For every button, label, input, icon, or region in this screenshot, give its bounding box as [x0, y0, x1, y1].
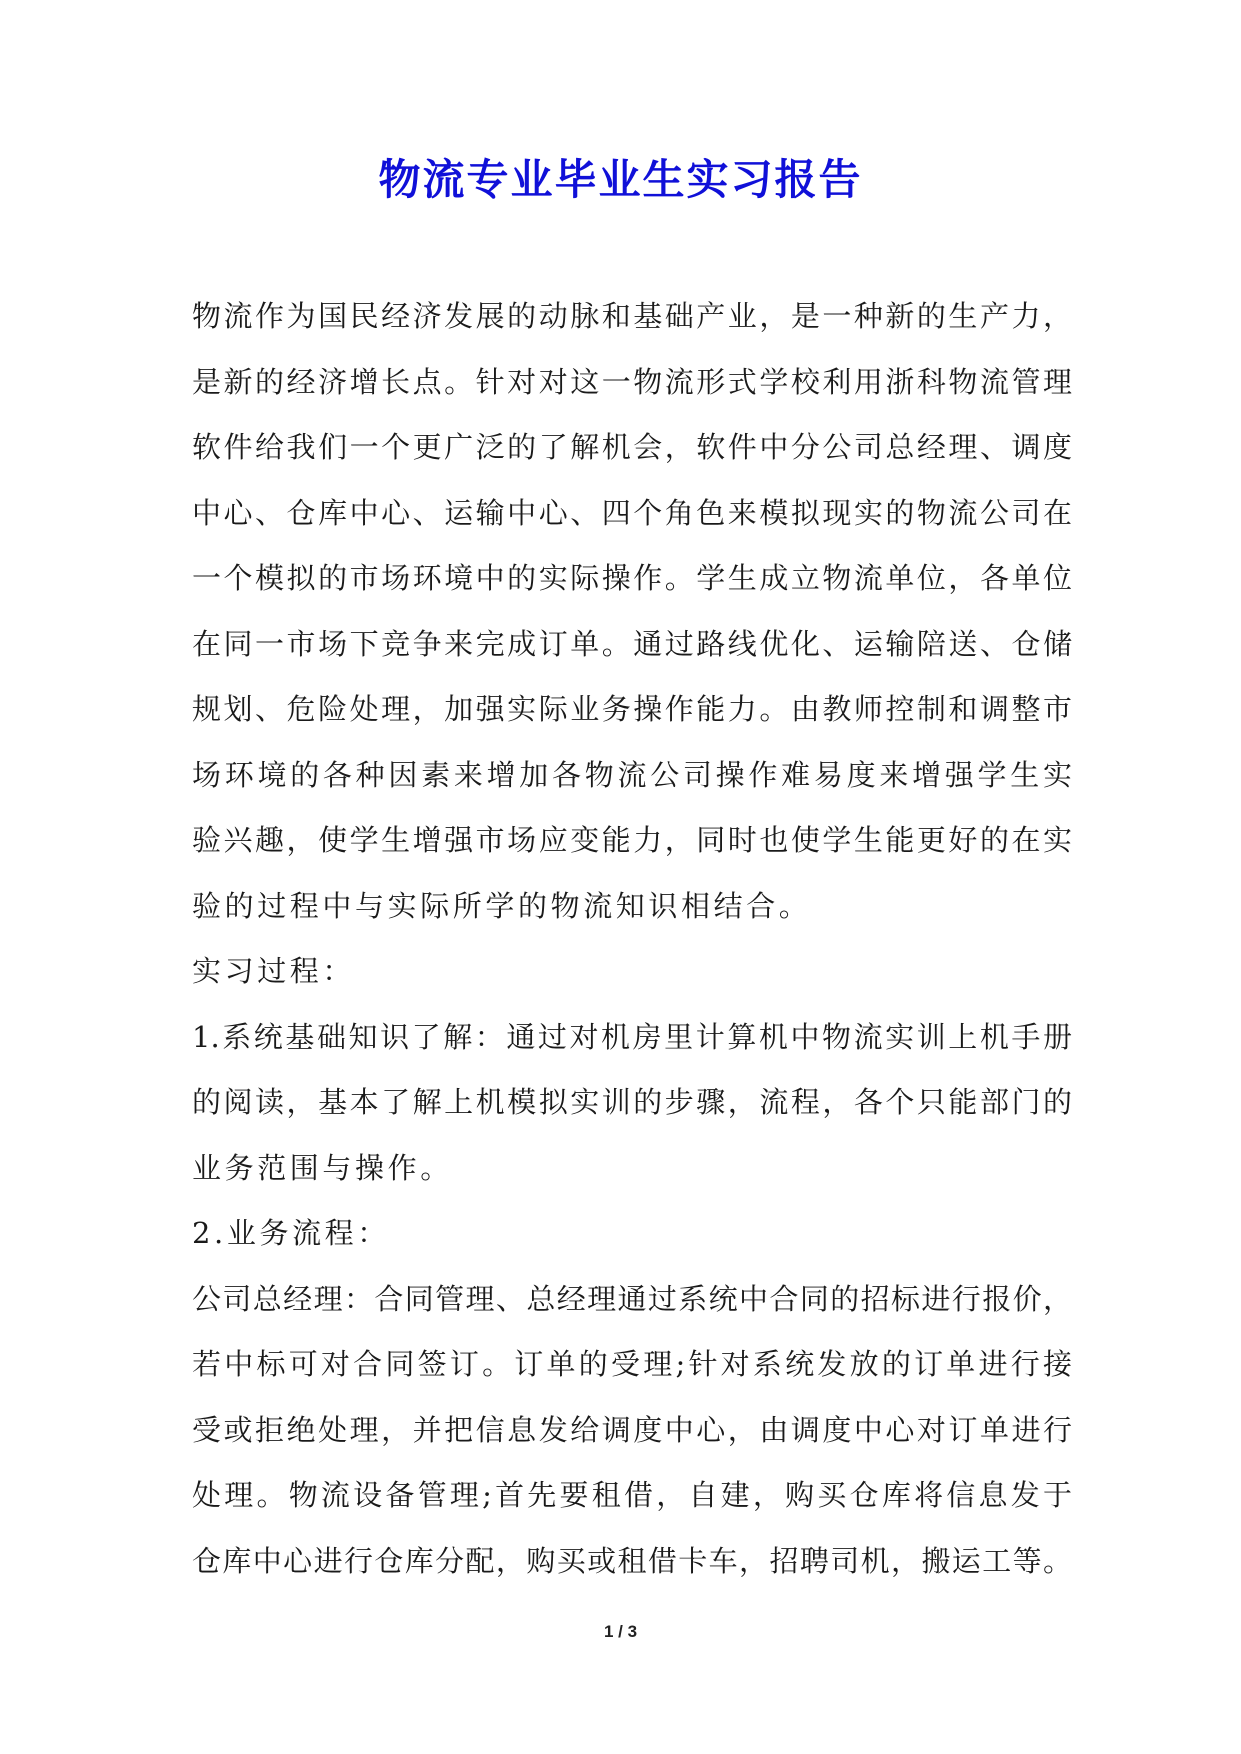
page-number: 1 / 3 — [603, 1622, 638, 1641]
text-line: 若中标可对合同签订。订单的受理;针对系统发放的订单进行接 — [192, 1347, 1072, 1381]
text-line: 场环境的各种因素来增加各物流公司操作难易度来增强学生实 — [192, 757, 1072, 792]
text-line: 是新的经济增长点。针对对这一物流形式学校利用浙科物流管理 — [192, 364, 1072, 399]
text-line: 受或拒绝处理，并把信息发给调度中心，由调度中心对订单进行 — [192, 1412, 1072, 1447]
text-line: 仓库中心进行仓库分配，购买或租借卡车，招聘司机，搬运工等。 — [192, 1543, 1072, 1578]
text-line: 验兴趣，使学生增强市场应变能力，同时也使学生能更好的在实 — [192, 823, 1072, 857]
text-line: 的阅读，基本了解上机模拟实训的步骤，流程，各个只能部门的 — [192, 1085, 1072, 1119]
text-line: 处理。物流设备管理;首先要租借，自建，购买仓库将信息发于 — [192, 1478, 1072, 1512]
text-line: 一个模拟的市场环境中的实际操作。学生成立物流单位，各单位 — [192, 561, 1072, 595]
text-line: 中心、仓库中心、运输中心、四个角色来模拟现实的物流公司在 — [192, 495, 1072, 530]
text-line: 软件给我们一个更广泛的了解机会，软件中分公司总经理、调度 — [192, 430, 1072, 464]
document-body — [192, 284, 1072, 1594]
text-line: 公司总经理：合同管理、总经理通过系统中合同的招标进行报价， — [192, 1281, 1072, 1316]
text-line: 业务范围与操作。 — [192, 1150, 453, 1185]
text-line: 物流作为国民经济发展的动脉和基础产业，是一种新的生产力， — [192, 299, 1072, 333]
text-line: 验的过程中与实际所学的物流知识相结合。 — [192, 888, 812, 923]
text-line: 在同一市场下竞争来完成订单。通过路线优化、运输陪送、仓储 — [192, 626, 1072, 661]
section-heading: 实习过程： — [192, 954, 356, 988]
text-line: 1.系统基础知识了解：通过对机房里计算机中物流实训上机手册 — [192, 1019, 1072, 1054]
document-title: 物流专业毕业生实习报告 — [378, 155, 863, 204]
text-line: 规划、危险处理，加强实际业务操作能力。由教师控制和调整市 — [192, 692, 1072, 726]
section-heading: 2.业务流程： — [192, 1216, 390, 1250]
